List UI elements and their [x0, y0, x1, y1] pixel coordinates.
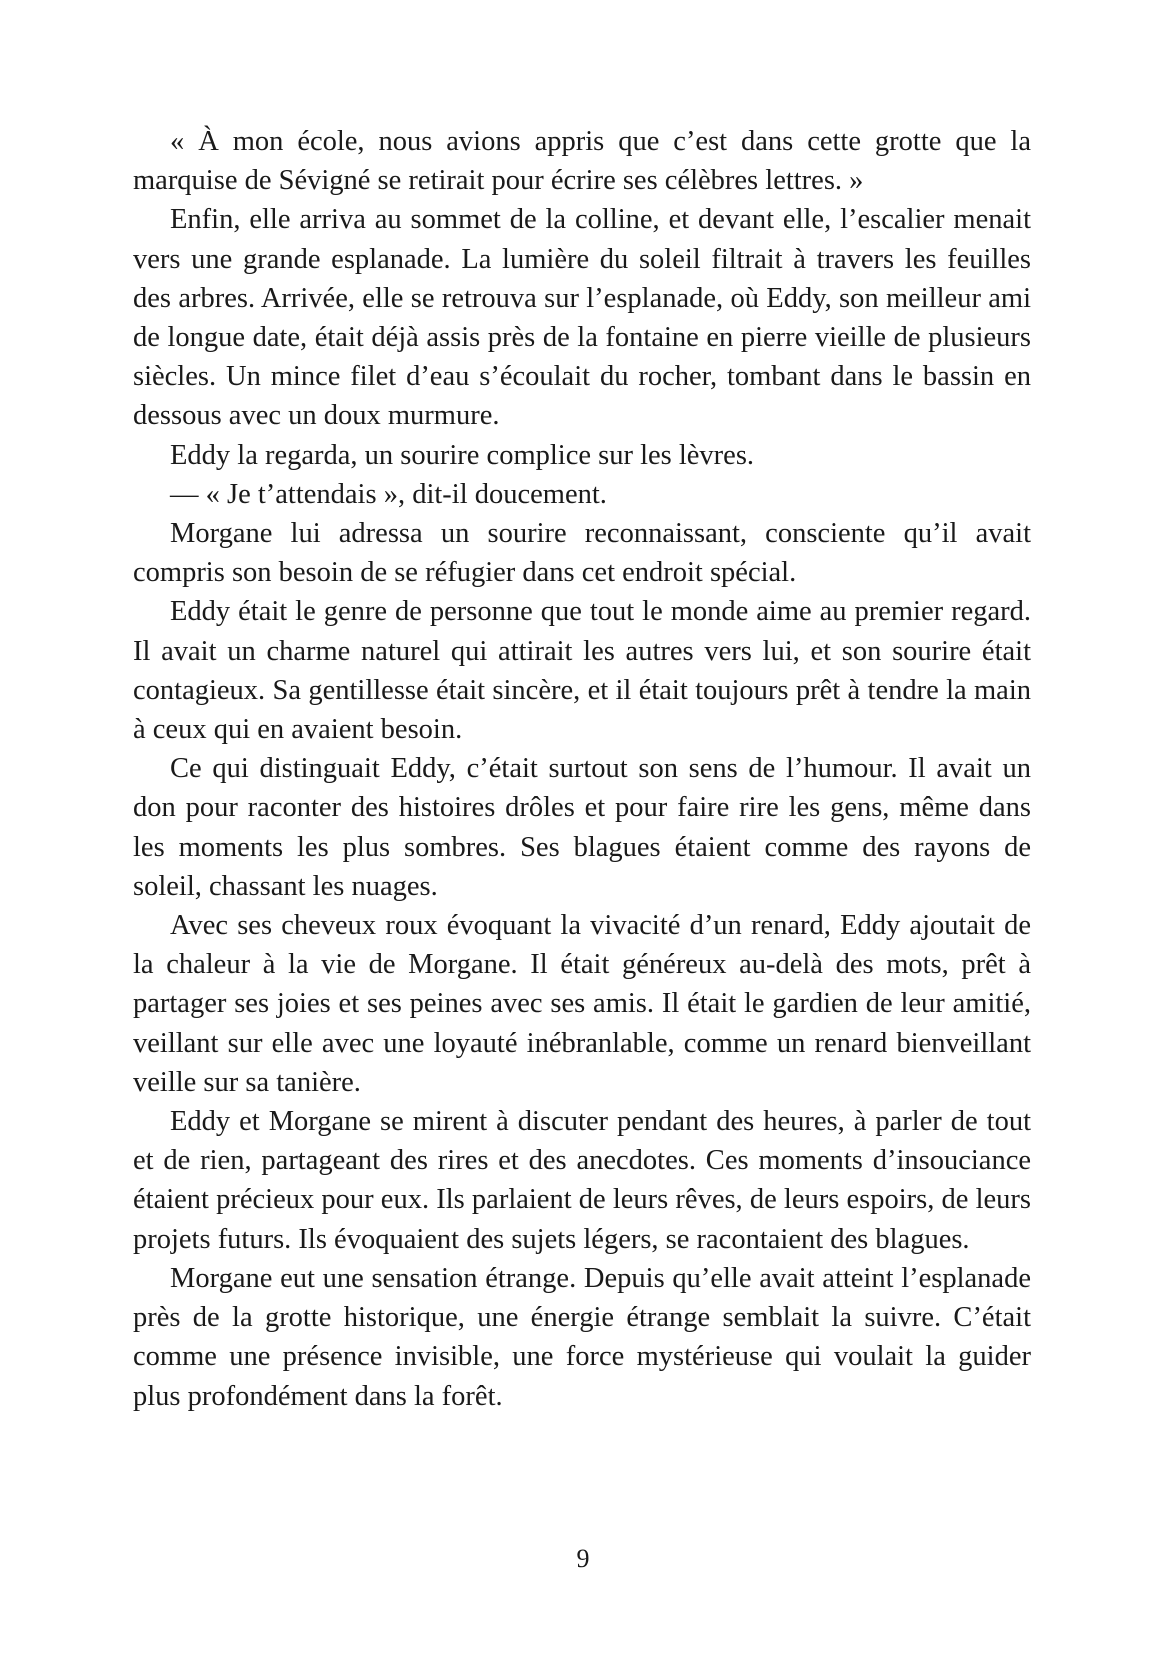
paragraph: Avec ses cheveux roux évoquant la vivacité d’un renard, Eddy ajoutait de la chaleur à la vie de Morgane. Il était généreux au-delà des mots, prêt à partager ses joies et ses peines avec ses amis. Il était le gardien de leur amitié, veillant sur elle avec une loyauté inébranlable, comme un renard bienveillant veille sur sa tanière.	[133, 910, 1031, 1098]
paragraph: Ce qui distinguait Eddy, c’était surtout son sens de l’humour. Il avait un don pour raconter des histoires drôles et pour faire rire les gens, même dans les moments les plus sombres. Ses blagues étaient comme des rayons de soleil, chassant les nuages.	[133, 753, 1031, 902]
paragraph: Eddy était le genre de personne que tout le monde aime au premier regard. Il avait un charme naturel qui attirait les autres vers lui, et son sourire était contagieux. Sa gentillesse était sincère, et il était toujours prêt à tendre la main à ceux qui en avaient besoin.	[133, 596, 1031, 746]
paragraph: Eddy et Morgane se mirent à discuter pendant des heures, à parler de tout et de rien, partageant des rires et des anecdotes. Ces moments d’insouciance étaient précieux pour eux. Ils parlaient de leurs rêves, de leurs espoirs, de leurs projets futurs. Ils évoquaient des sujets légers, se racontaient des blagues.	[133, 1106, 1031, 1255]
page-number: 9	[576, 1544, 590, 1573]
dialogue-line: — « Je t’attendais », dit-il doucement.	[170, 478, 607, 510]
paragraph: Morgane eut une sensation étrange. Depuis qu’elle avait atteint l’esplanade près de la grotte historique, une énergie étrange semblait la suivre. C’était comme une présence invisible, une force mystérieuse qui voulait la guider plus profondément dans la forêt.	[133, 1262, 1031, 1412]
paragraph: Enfin, elle arriva au sommet de la colline, et devant elle, l’escalier menait vers une grande esplanade. La lumière du soleil filtrait à travers les feuilles des arbres. Arrivée, elle se retrouva sur l’esplanade, où Eddy, son meilleur ami de longue date, était déjà assis près de la fontaine en pierre vieille de plusieurs siècles. Un mince filet d’eau s’écoulait du rocher, tombant dans le bassin en dessous avec un doux murmure.	[133, 204, 1031, 432]
paragraph: Eddy la regarda, un sourire complice sur les lèvres.	[170, 439, 755, 471]
body-text	[133, 122, 1031, 1416]
paragraph: Morgane lui adressa un sourire reconnaissant, consciente qu’il avait compris son besoin de se réfugier dans cet endroit spécial.	[133, 518, 1031, 589]
paragraph: « À mon école, nous avions appris que c’est dans cette grotte que la marquise de Sévigné se retirait pour écrire ses célèbres lettres. »	[133, 126, 1031, 197]
